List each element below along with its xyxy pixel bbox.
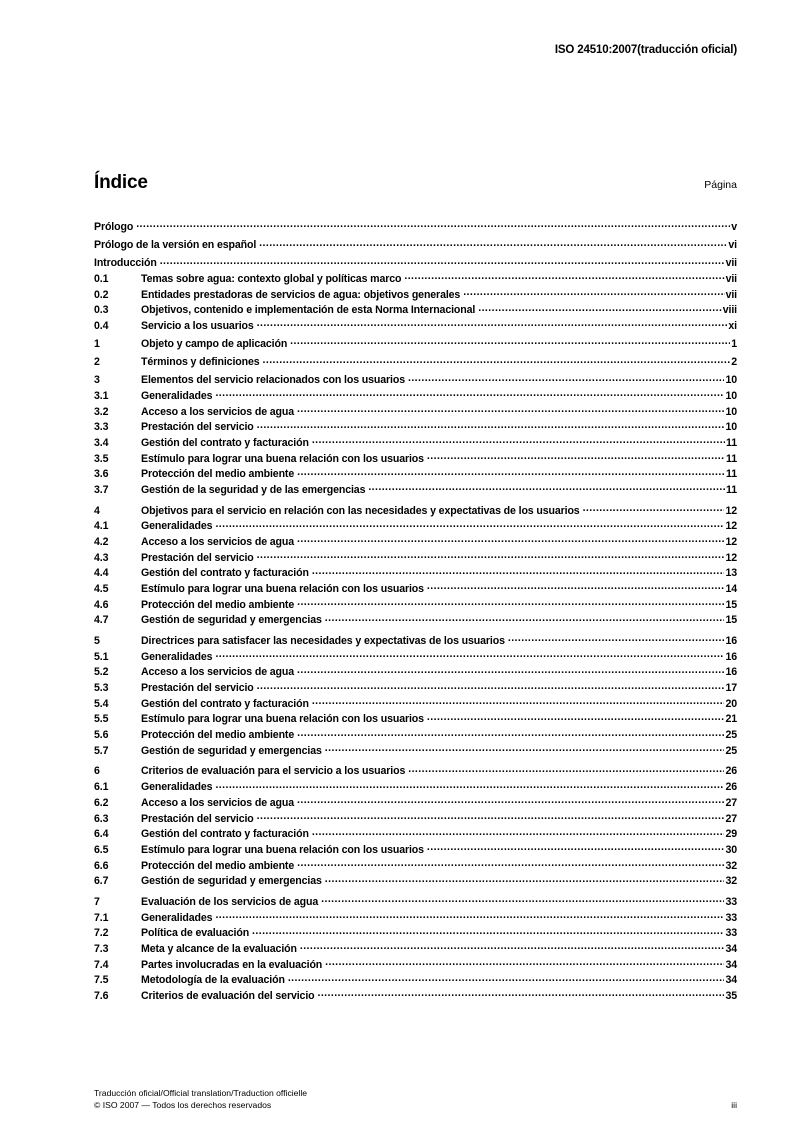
toc-entry[interactable]	[94, 796, 737, 809]
toc-entry-page: 11	[726, 436, 737, 449]
toc-entry-page: 10	[725, 405, 737, 418]
toc-entry-title: Prestación del servicio	[141, 421, 254, 434]
toc-entry-number: 5.6	[94, 729, 109, 742]
toc-dot-leader	[318, 989, 725, 999]
toc-dot-leader	[427, 582, 725, 592]
toc-entry-page: vii	[725, 272, 737, 285]
toc-entry[interactable]	[94, 519, 737, 532]
toc-entry[interactable]	[94, 874, 737, 887]
toc-entry-title: Directrices para satisfacer las necesidades y expectativas de los usuarios	[141, 635, 505, 648]
toc-entry-number: 7.5	[94, 974, 109, 987]
toc-entry-page: 20	[725, 697, 737, 710]
toc-dot-leader	[312, 436, 725, 446]
toc-dot-leader	[297, 796, 724, 806]
toc-dot-leader	[297, 598, 724, 608]
page-title: Índice	[94, 172, 148, 193]
toc-entry-title: Generalidades	[141, 520, 213, 533]
toc-entry-number: 3.4	[94, 436, 109, 449]
toc-entry-number: 6.1	[94, 781, 109, 794]
toc-entry-title: Objetivos para el servicio en relación con las necesidades y expectativas de los usuarios	[141, 504, 580, 517]
toc-entry[interactable]	[94, 373, 737, 386]
toc-entry-number: 3.3	[94, 421, 109, 434]
toc-entry-number: 0.2	[94, 288, 109, 301]
toc-dot-leader	[321, 895, 724, 905]
toc-entry-title: Criterios de evaluación del servicio	[141, 989, 315, 1002]
toc-entry-title: Generalidades	[141, 650, 213, 663]
toc-entry-number: 5.2	[94, 666, 109, 679]
footer-copyright: © ISO 2007 — Todos los derechos reservados	[94, 1099, 272, 1110]
toc-entry-page: 34	[725, 974, 737, 987]
footer-translation-note: Traducción oficial/Official translation/Traduction officielle	[94, 1088, 308, 1098]
toc-entry-number: 6.6	[94, 859, 109, 872]
toc-entry-page: viii	[722, 304, 737, 317]
toc-entry-number: 2	[94, 356, 100, 369]
toc-entry-page: 13	[725, 567, 737, 580]
toc-entry-page: 15	[725, 614, 737, 627]
toc-entry[interactable]	[94, 551, 737, 564]
toc-entry[interactable]	[94, 973, 737, 986]
toc-entry[interactable]	[94, 238, 737, 251]
toc-dot-leader	[252, 926, 724, 936]
toc-dot-leader	[408, 373, 724, 383]
toc-entry-number: 7.1	[94, 911, 109, 924]
toc-entry-page: 32	[725, 875, 737, 888]
toc-entry-title: Generalidades	[141, 781, 213, 794]
toc-entry[interactable]	[94, 535, 737, 548]
toc-entry[interactable]	[94, 812, 737, 825]
toc-dot-leader	[257, 812, 725, 822]
toc-entry-page: 25	[725, 729, 737, 742]
page-column-label: Página	[704, 179, 737, 191]
toc-dot-leader	[312, 827, 725, 837]
toc-entry-page: 34	[725, 958, 737, 971]
toc-entry-page: 26	[725, 765, 737, 778]
toc-entry-page: 33	[725, 911, 737, 924]
toc-entry[interactable]	[94, 764, 737, 777]
toc-entry-page: 27	[725, 796, 737, 809]
toc-entry-page: 10	[725, 374, 737, 387]
toc-entry-number: 1	[94, 338, 100, 351]
toc-title-row	[94, 172, 737, 194]
toc-dot-leader	[463, 288, 724, 298]
toc-entry-title: Prestación del servicio	[141, 682, 254, 695]
toc-entry[interactable]	[94, 256, 737, 269]
toc-entry[interactable]	[94, 452, 737, 465]
toc-entry[interactable]	[94, 582, 737, 595]
toc-dot-leader	[297, 405, 724, 415]
toc-entry-title: Criterios de evaluación para el servicio a los usuarios	[141, 765, 406, 778]
toc-dot-leader	[427, 712, 725, 722]
toc-dot-leader	[297, 535, 724, 545]
toc-dot-leader	[297, 728, 724, 738]
toc-entry-number: 3.7	[94, 484, 109, 497]
toc-entry-number: 6.3	[94, 812, 109, 825]
toc-entry-page: 16	[725, 650, 737, 663]
toc-entry[interactable]	[94, 895, 737, 908]
toc-dot-leader	[297, 665, 724, 675]
toc-entry-page: 30	[725, 843, 737, 856]
toc-entry[interactable]	[94, 744, 737, 757]
toc-entry-title: Estímulo para lograr una buena relación con los usuarios	[141, 583, 424, 596]
toc-entry-number: 3.5	[94, 452, 109, 465]
toc-entry-page: 14	[725, 583, 737, 596]
toc-entry-title: Protección del medio ambiente	[141, 598, 295, 611]
toc-entry-title: Acceso a los servicios de agua	[141, 666, 295, 679]
toc-entry-title: Términos y definiciones	[141, 356, 260, 369]
toc-entry-title: Estímulo para lograr una buena relación con los usuarios	[141, 713, 424, 726]
toc-dot-leader	[136, 220, 730, 230]
toc-entry-title: Política de evaluación	[141, 927, 250, 940]
toc-dot-leader	[508, 634, 725, 644]
toc-entry-title: Gestión de seguridad y emergencias	[141, 875, 322, 888]
toc-dot-leader	[215, 780, 724, 790]
toc-entry-number: 7.6	[94, 989, 109, 1002]
toc-entry-title: Gestión de seguridad y emergencias	[141, 614, 322, 627]
toc-entry-title: Partes involucradas en la evaluación	[141, 958, 323, 971]
toc-entry-number: 6	[94, 765, 100, 778]
toc-entry-number: 5.4	[94, 697, 109, 710]
toc-entry[interactable]	[94, 355, 737, 368]
toc-entry[interactable]	[94, 220, 737, 233]
toc-entry-title: Estímulo para lograr una buena relación con los usuarios	[141, 843, 424, 856]
toc-entry[interactable]	[94, 728, 737, 741]
toc-entry-page: 11	[726, 484, 737, 497]
toc-entry-title: Gestión de seguridad y emergencias	[141, 744, 322, 757]
toc-entry-page: vi	[728, 239, 737, 252]
toc-dot-leader	[404, 272, 724, 282]
toc-dot-leader	[297, 859, 724, 869]
toc-entry-title: Protección del medio ambiente	[141, 859, 295, 872]
footer-page-number: iii	[731, 1099, 737, 1110]
toc-entry[interactable]	[94, 827, 737, 840]
toc-entry-page: 25	[725, 744, 737, 757]
toc-dot-leader	[215, 911, 724, 921]
toc-entry[interactable]	[94, 337, 737, 350]
toc-entry-number: 4.5	[94, 583, 109, 596]
toc-entry-page: v	[731, 221, 737, 233]
toc-dot-leader	[408, 764, 724, 774]
toc-dot-leader	[325, 874, 725, 884]
toc-entry-page: xi	[728, 319, 737, 332]
toc-entry-number: 5.3	[94, 682, 109, 695]
toc-dot-leader	[215, 519, 724, 529]
toc-entry-title: Acceso a los servicios de agua	[141, 796, 295, 809]
toc-dot-leader	[300, 942, 725, 952]
toc-entry-title: Generalidades	[141, 911, 213, 924]
toc-entry-title: Protección del medio ambiente	[141, 468, 295, 481]
toc-entry-number: 6.2	[94, 796, 109, 809]
toc-entry-title: Acceso a los servicios de agua	[141, 536, 295, 548]
toc-entry-number: 0.4	[94, 319, 109, 332]
toc-entry-page: 33	[725, 927, 737, 940]
toc-entry[interactable]	[94, 911, 737, 924]
toc-entry-page: 12	[725, 551, 737, 564]
toc-entry-number: 3	[94, 374, 100, 387]
toc-dot-leader	[257, 551, 725, 561]
toc-dot-leader	[257, 420, 725, 430]
toc-dot-leader	[215, 389, 724, 399]
toc-entry-page: 12	[725, 520, 737, 533]
toc-entry-number: 6.7	[94, 875, 109, 888]
toc-entry-number: 4.6	[94, 598, 109, 611]
toc-dot-leader	[312, 697, 725, 707]
toc-entry-title: Temas sobre agua: contexto global y políticas marco	[141, 272, 402, 285]
page-footer	[94, 1088, 737, 1111]
toc-entry-number: 5.1	[94, 650, 109, 663]
toc-entry-number: 5.7	[94, 744, 109, 757]
toc-entry-page: vii	[725, 257, 737, 270]
toc-entry-page: 12	[725, 536, 737, 548]
toc-entry-title: Protección del medio ambiente	[141, 729, 295, 742]
toc-dot-leader	[257, 681, 725, 691]
toc-entry-title: Metodología de la evaluación	[141, 974, 285, 987]
toc-entry-number: 5	[94, 635, 100, 648]
toc-entry-page: 29	[725, 828, 737, 841]
toc-entry-page: 21	[725, 713, 737, 726]
toc-dot-leader	[288, 973, 725, 983]
toc-entry[interactable]	[94, 405, 737, 418]
toc-dot-leader	[325, 744, 725, 754]
toc-entry[interactable]	[94, 420, 737, 433]
toc-entry[interactable]	[94, 436, 737, 449]
toc-dot-leader	[325, 958, 724, 968]
toc-entry-page: 32	[725, 859, 737, 872]
table-of-contents	[94, 220, 737, 1005]
toc-dot-leader	[259, 238, 727, 248]
toc-entry-number: 5.5	[94, 713, 109, 726]
toc-entry[interactable]	[94, 859, 737, 872]
toc-entry-number: 0.3	[94, 304, 109, 317]
toc-entry-number: 6.5	[94, 843, 109, 856]
toc-entry[interactable]	[94, 958, 737, 971]
toc-entry-title: Gestión del contrato y facturación	[141, 436, 309, 449]
toc-entry-title: Gestión del contrato y facturación	[141, 697, 309, 710]
toc-dot-leader	[478, 303, 722, 313]
toc-entry-number: 7.2	[94, 927, 109, 940]
toc-entry-number: 7.4	[94, 958, 109, 971]
toc-dot-leader	[427, 452, 725, 462]
toc-entry[interactable]	[94, 272, 737, 285]
toc-entry[interactable]	[94, 613, 737, 626]
toc-entry-number: 4.1	[94, 520, 109, 533]
toc-entry-page: 10	[725, 389, 737, 402]
toc-entry-number: 3.1	[94, 389, 109, 402]
toc-entry-title: Prólogo	[94, 221, 134, 233]
toc-dot-leader	[583, 504, 725, 514]
toc-dot-leader	[263, 355, 731, 365]
toc-entry-page: 33	[725, 895, 737, 908]
toc-entry-number: 0.1	[94, 272, 109, 285]
toc-dot-leader	[257, 319, 728, 329]
toc-dot-leader	[368, 483, 725, 493]
toc-entry-number: 3.6	[94, 468, 109, 481]
toc-entry-title: Meta y alcance de la evaluación	[141, 942, 297, 955]
toc-entry-title: Evaluación de los servicios de agua	[141, 895, 319, 908]
running-header: ISO 24510:2007(traducción oficial)	[554, 44, 737, 56]
toc-entry-number: 7.3	[94, 942, 109, 955]
footer-copyright-row	[94, 1100, 737, 1112]
toc-entry-page: vii	[725, 288, 737, 301]
toc-entry-title: Gestión del contrato y facturación	[141, 567, 309, 580]
toc-entry[interactable]	[94, 303, 737, 316]
toc-entry[interactable]	[94, 566, 737, 579]
toc-entry[interactable]	[94, 483, 737, 496]
toc-entry-page: 11	[726, 468, 737, 481]
toc-entry[interactable]	[94, 634, 737, 647]
toc-entry-title: Prólogo de la versión en español	[94, 239, 257, 252]
toc-entry[interactable]	[94, 650, 737, 663]
toc-entry[interactable]	[94, 598, 737, 611]
toc-entry-page: 15	[725, 598, 737, 611]
toc-entry-title: Entidades prestadoras de servicios de agua: objetivos generales	[141, 288, 461, 301]
toc-entry[interactable]	[94, 926, 737, 939]
toc-entry-number: 4.7	[94, 614, 109, 627]
toc-entry[interactable]	[94, 843, 737, 856]
toc-entry[interactable]	[94, 665, 737, 678]
toc-entry-title: Gestión del contrato y facturación	[141, 828, 309, 841]
toc-entry[interactable]	[94, 697, 737, 710]
toc-entry-number: 3.2	[94, 405, 109, 418]
toc-entry-title: Introducción	[94, 257, 157, 270]
toc-entry-title: Gestión de la seguridad y de las emergencias	[141, 484, 366, 497]
toc-entry-title: Objetivos, contenido e implementación de esta Norma Internacional	[141, 304, 476, 317]
toc-dot-leader	[312, 566, 725, 576]
toc-entry-title: Elementos del servicio relacionados con los usuarios	[141, 374, 405, 387]
toc-entry-number: 6.4	[94, 828, 109, 841]
toc-entry-page: 16	[725, 666, 737, 679]
toc-entry-page: 34	[725, 942, 737, 955]
toc-entry-title: Prestación del servicio	[141, 812, 254, 825]
toc-entry-page: 35	[725, 989, 737, 1002]
toc-dot-leader	[427, 843, 725, 853]
toc-entry-page: 11	[726, 452, 737, 465]
toc-entry[interactable]	[94, 467, 737, 480]
toc-dot-leader	[215, 650, 724, 660]
toc-entry-number: 7	[94, 895, 100, 908]
toc-entry[interactable]	[94, 319, 737, 332]
toc-entry-page: 16	[725, 635, 737, 648]
toc-entry-page: 26	[725, 781, 737, 794]
toc-entry[interactable]	[94, 504, 737, 517]
toc-entry[interactable]	[94, 712, 737, 725]
toc-entry-title: Servicio a los usuarios	[141, 319, 254, 332]
toc-entry-title: Generalidades	[141, 389, 213, 402]
toc-entry[interactable]	[94, 681, 737, 694]
toc-dot-leader	[325, 613, 725, 623]
toc-dot-leader	[297, 467, 725, 477]
toc-entry-page: 27	[725, 812, 737, 825]
toc-entry[interactable]	[94, 989, 737, 1002]
toc-dot-leader	[160, 256, 725, 266]
toc-entry-title: Acceso a los servicios de agua	[141, 405, 295, 418]
toc-entry[interactable]	[94, 389, 737, 402]
toc-entry-title: Prestación del servicio	[141, 551, 254, 564]
toc-entry-number: 4	[94, 504, 100, 517]
toc-entry-page: 10	[725, 421, 737, 434]
toc-entry-page: 17	[725, 682, 737, 695]
toc-entry[interactable]	[94, 942, 737, 955]
toc-entry-number: 4.3	[94, 551, 109, 564]
toc-entry-title: Estímulo para lograr una buena relación con los usuarios	[141, 452, 424, 465]
toc-entry-number: 4.4	[94, 567, 109, 580]
toc-entry[interactable]	[94, 780, 737, 793]
toc-dot-leader	[290, 337, 730, 347]
toc-entry[interactable]	[94, 288, 737, 301]
toc-entry-number: 4.2	[94, 536, 109, 548]
toc-entry-page: 12	[725, 504, 737, 517]
toc-entry-page: 1	[731, 338, 737, 351]
toc-entry-page: 2	[731, 356, 737, 369]
toc-entry-title: Objeto y campo de aplicación	[141, 338, 288, 351]
